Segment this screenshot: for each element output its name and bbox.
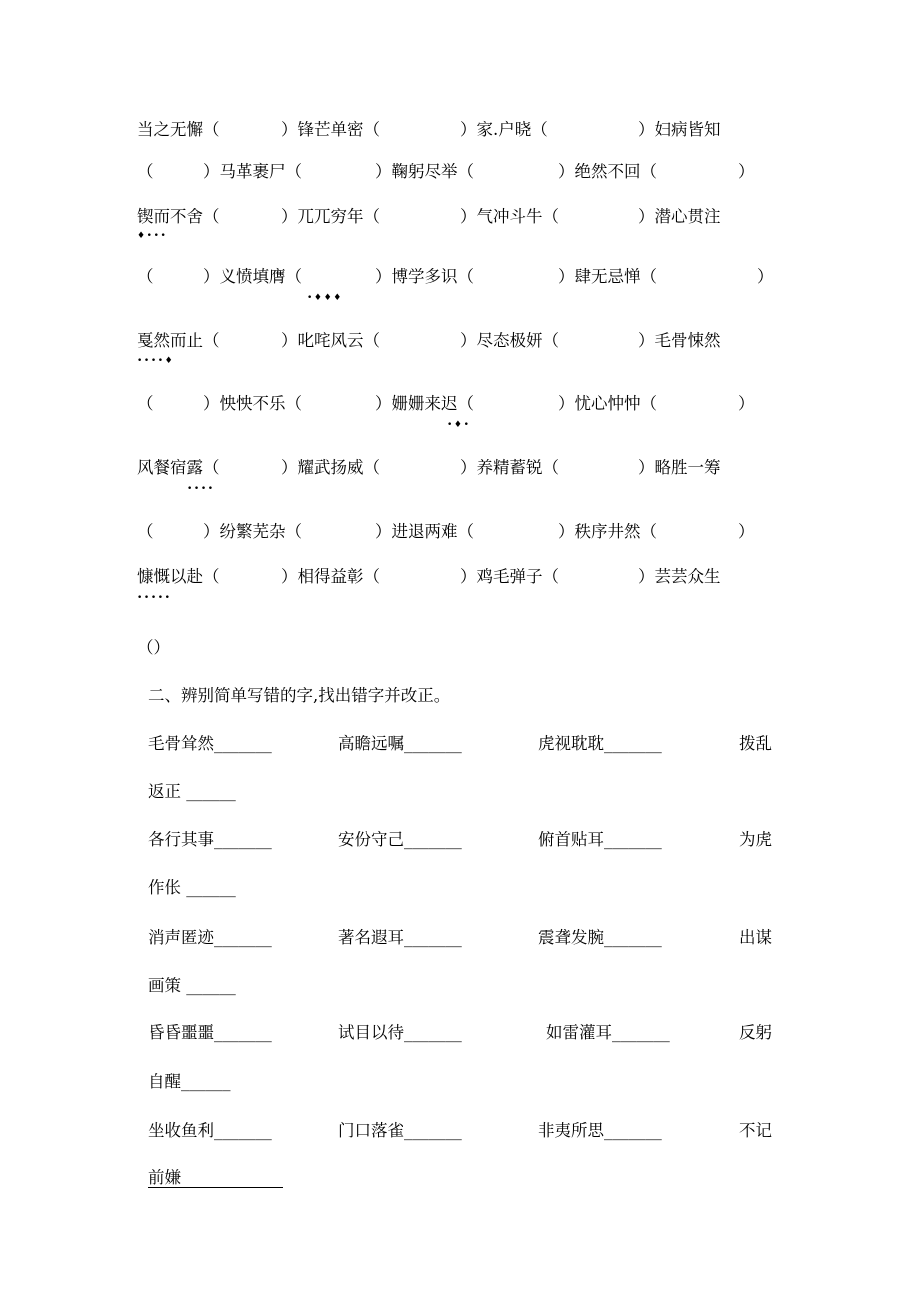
s2-row-2-cell-2: 安份守己_______ [338, 830, 462, 849]
s1-row-6-segment-2: ）怏怏不乐（ [203, 394, 302, 413]
s2-row-5-cell-3: 非夷所思_______ [538, 1121, 662, 1140]
s1-row-5-segment-4: ）毛骨悚然 [638, 331, 721, 350]
s1-row-4-segment-5: ） [757, 267, 774, 286]
emphasis-marks-3: ••••♦ [137, 356, 175, 366]
s2-row-2-cell-1: 各行其事_______ [148, 830, 272, 849]
s1-row-5-segment-2: ）叱咤风云（ [281, 331, 380, 350]
s1-row-9-segment-2: ）相得益彰（ [281, 567, 380, 586]
s1-row-7-segment-2: ）耀武扬威（ [281, 458, 380, 477]
s2-row-3-cell-4: 出谋 [739, 928, 772, 947]
s2-row-3-continuation: 画策 ______ [148, 976, 236, 995]
s1-row-3-segment-3: ）气冲斗牛（ [460, 207, 559, 226]
s1-row-7-segment-3: ）养精蓄锐（ [460, 458, 559, 477]
s1-row-6-segment-3: ）姗姗来迟（ [375, 394, 474, 413]
s1-row-3-segment-4: ）潜心贯注 [638, 207, 721, 226]
s2-row-3 [0, 928, 920, 948]
s2-title-line [0, 686, 920, 706]
s1-row-6-segment-5: ） [738, 394, 755, 413]
s2-row-5-continuation-line [0, 1168, 920, 1188]
s2-row-1-cell-1: 毛骨耸然_______ [148, 734, 272, 753]
s2-row-4-continuation: 自醒______ [148, 1072, 231, 1091]
s2-row-1-cell-3: 虎视耽耽_______ [538, 734, 662, 753]
s1-row-1-segment-2: ）锋芒单密（ [281, 120, 380, 139]
s1-row-5-segment-3: ）尽态极妍（ [460, 331, 559, 350]
s1-last-blank-line [0, 638, 920, 658]
s2-row-4-cell-3: 如雷灌耳_______ [546, 1023, 670, 1042]
s1-row-5-segment-1: 戛然而止（ [137, 331, 220, 350]
s1-row-7-segment-1: 风餐宿露（ [137, 458, 220, 477]
s2-row-2 [0, 830, 920, 850]
emphasis-marks-5: •••• [187, 484, 215, 494]
s1-row-8-segment-3: ）进退两难（ [375, 522, 474, 541]
s1-row-2-segment-1: （ [137, 162, 154, 181]
s1-row-9-segment-3: ）鸡毛弹子（ [460, 567, 559, 586]
s2-row-5-cell-1: 坐收鱼利_______ [148, 1121, 272, 1140]
emphasis-marks-2: •♦♦♦ [307, 293, 343, 303]
s1-row-6-segment-1: （ [137, 394, 154, 413]
s1-row-4-segment-2: ）义愤填膺（ [203, 267, 302, 286]
s2-row-5 [0, 1121, 920, 1141]
s1-row-1-segment-3: ）家.户晓（ [460, 120, 548, 139]
s1-row-9-segment-4: ）芸芸众生 [638, 567, 721, 586]
s2-row-5-continuation: 前嫌 [148, 1168, 283, 1188]
s1-row-2-segment-4: ）绝然不回（ [558, 162, 657, 181]
s1-row-3 [0, 207, 920, 227]
emphasis-marks-4: •♦• [447, 420, 471, 430]
s2-row-4-cell-2: 试目以待_______ [338, 1023, 462, 1042]
s1-row-4 [0, 267, 920, 287]
s2-row-2-cell-3: 俯首贴耳_______ [538, 830, 662, 849]
s2-row-2-continuation-line [0, 878, 920, 898]
s1-row-6 [0, 394, 920, 414]
s1-row-1-segment-4: ）妇病皆知 [638, 120, 721, 139]
s1-row-9 [0, 567, 920, 587]
s2-row-4-cell-1: 昏昏噩噩_______ [148, 1023, 272, 1042]
s1-row-2-segment-3: ）鞠躬尽举（ [375, 162, 474, 181]
s1-row-4-segment-1: （ [137, 267, 154, 286]
s1-row-8 [0, 522, 920, 542]
emphasis-marks-1: ♦••• [137, 231, 168, 241]
emphasis-marks-6: ••••• [137, 593, 172, 603]
s2-row-1-continuation: 返正 ______ [148, 782, 236, 801]
s2-row-3-continuation-line [0, 976, 920, 996]
s1-row-9-segment-1: 慷慨以赴（ [137, 567, 220, 586]
s1-row-2-segment-5: ） [738, 162, 755, 181]
s1-row-6-segment-4: ）忧心忡忡（ [558, 394, 657, 413]
s1-row-8-segment-2: ）纷繁芜杂（ [203, 522, 302, 541]
s1-row-8-segment-1: （ [137, 522, 154, 541]
s2-row-3-cell-3: 震聋发腕_______ [538, 928, 662, 947]
s2-row-4-cell-4: 反躬 [739, 1023, 772, 1042]
s1-row-2-segment-2: ）马革裹尸（ [203, 162, 302, 181]
s1-row-4-segment-3: ）博学多识（ [375, 267, 474, 286]
s1-row-3-segment-1: 锲而不舍（ [137, 207, 220, 226]
s1-row-1-segment-1: 当之无懈（ [137, 120, 220, 139]
s2-row-2-cell-4: 为虎 [739, 830, 772, 849]
s2-title: 二、辨别简单写错的字,找出错字并改正。 [148, 686, 451, 705]
s2-row-5-cell-4: 不记 [739, 1121, 772, 1140]
s1-row-7-segment-4: ）略胜一筹 [638, 458, 721, 477]
s2-row-2-continuation: 作伥 ______ [148, 878, 236, 897]
s1-row-7 [0, 458, 920, 478]
s2-row-4-continuation-line [0, 1072, 920, 1092]
s1-row-5 [0, 331, 920, 351]
s1-row-8-segment-5: ） [738, 522, 755, 541]
s2-row-1-continuation-line [0, 782, 920, 802]
s1-row-4-segment-4: ）肆无忌惮（ [558, 267, 657, 286]
s2-row-3-cell-1: 消声匿迹_______ [148, 928, 272, 947]
s1-row-1 [0, 120, 920, 140]
s1-last-blank: （） [137, 638, 170, 657]
s2-row-5-cell-2: 门口落雀_______ [338, 1121, 462, 1140]
s2-row-1-cell-2: 高瞻远嘱_______ [338, 734, 462, 753]
s2-row-4 [0, 1023, 920, 1043]
s1-row-8-segment-4: ）秩序井然（ [558, 522, 657, 541]
s2-row-1-cell-4: 拨乱 [739, 734, 772, 753]
s2-row-1 [0, 734, 920, 754]
s2-row-3-cell-2: 著名遐耳_______ [338, 928, 462, 947]
s1-row-2 [0, 162, 920, 182]
s1-row-3-segment-2: ）兀兀穷年（ [281, 207, 380, 226]
